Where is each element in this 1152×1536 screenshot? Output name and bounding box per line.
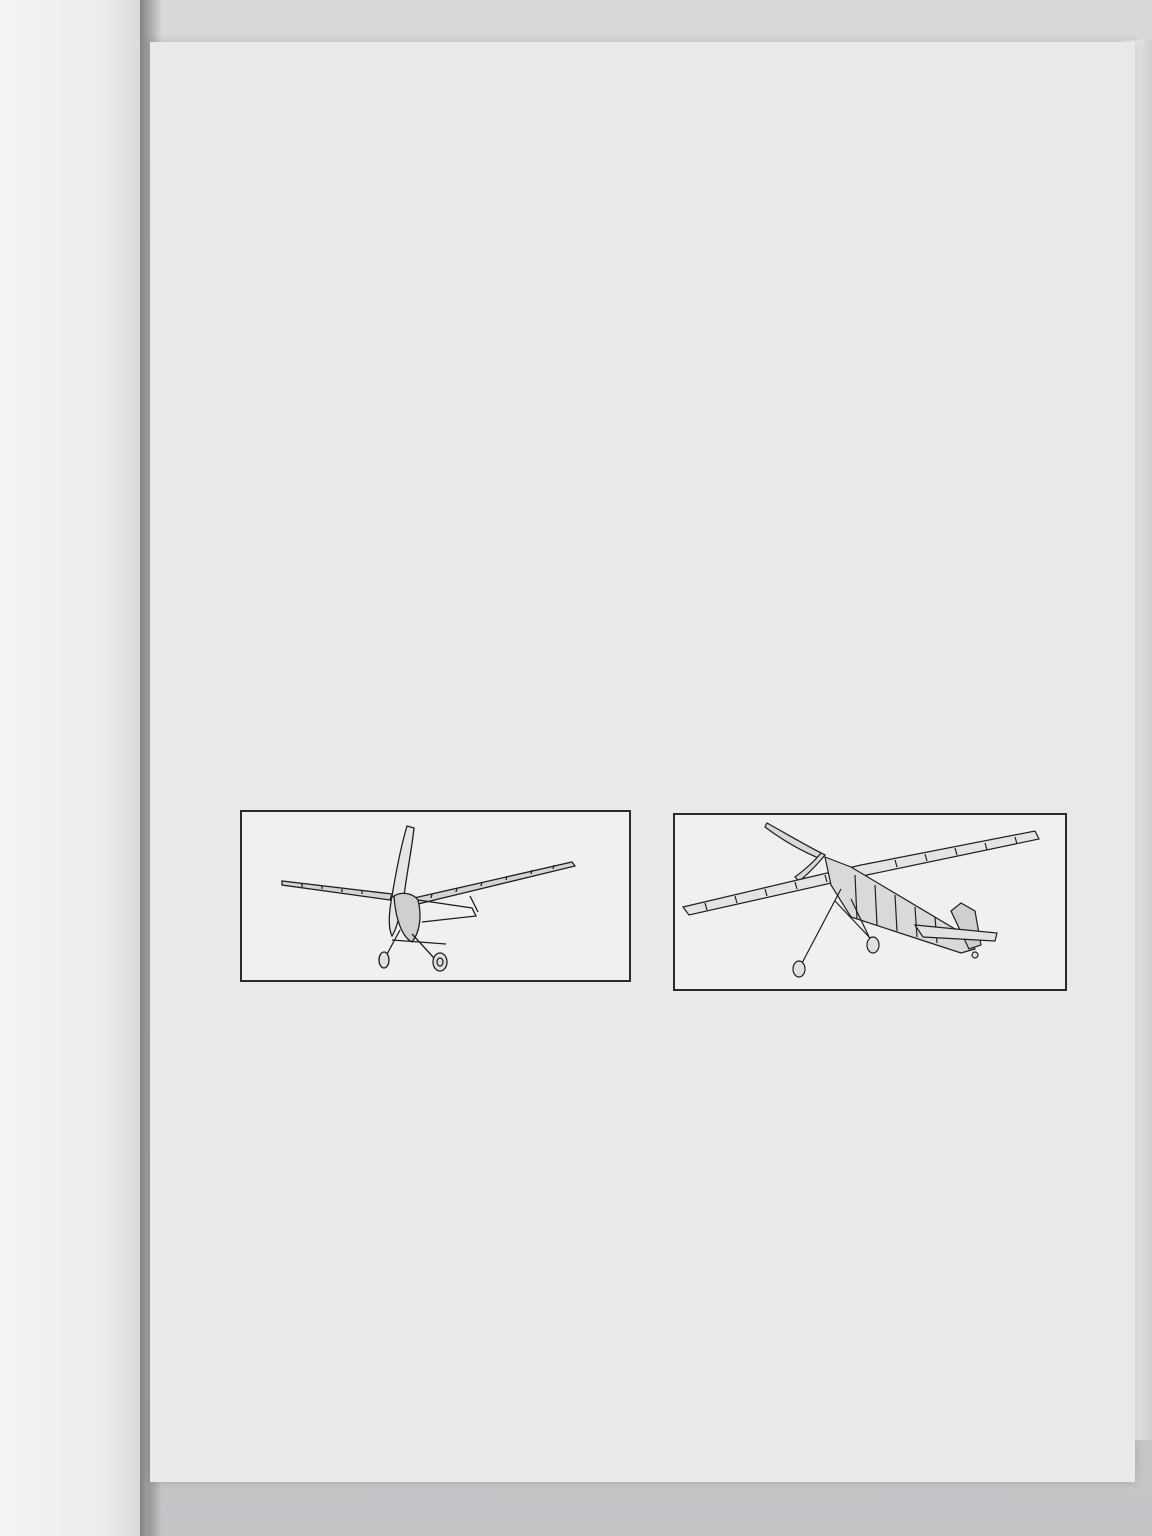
document-page — [150, 42, 1135, 1482]
wakefield-model-drawing — [242, 812, 629, 980]
left-page-text — [0, 0, 148, 1536]
figure-firefly — [673, 813, 1067, 991]
figure-wakefield — [240, 810, 631, 982]
left-page — [0, 0, 148, 1536]
firefly-model-drawing — [675, 815, 1065, 989]
